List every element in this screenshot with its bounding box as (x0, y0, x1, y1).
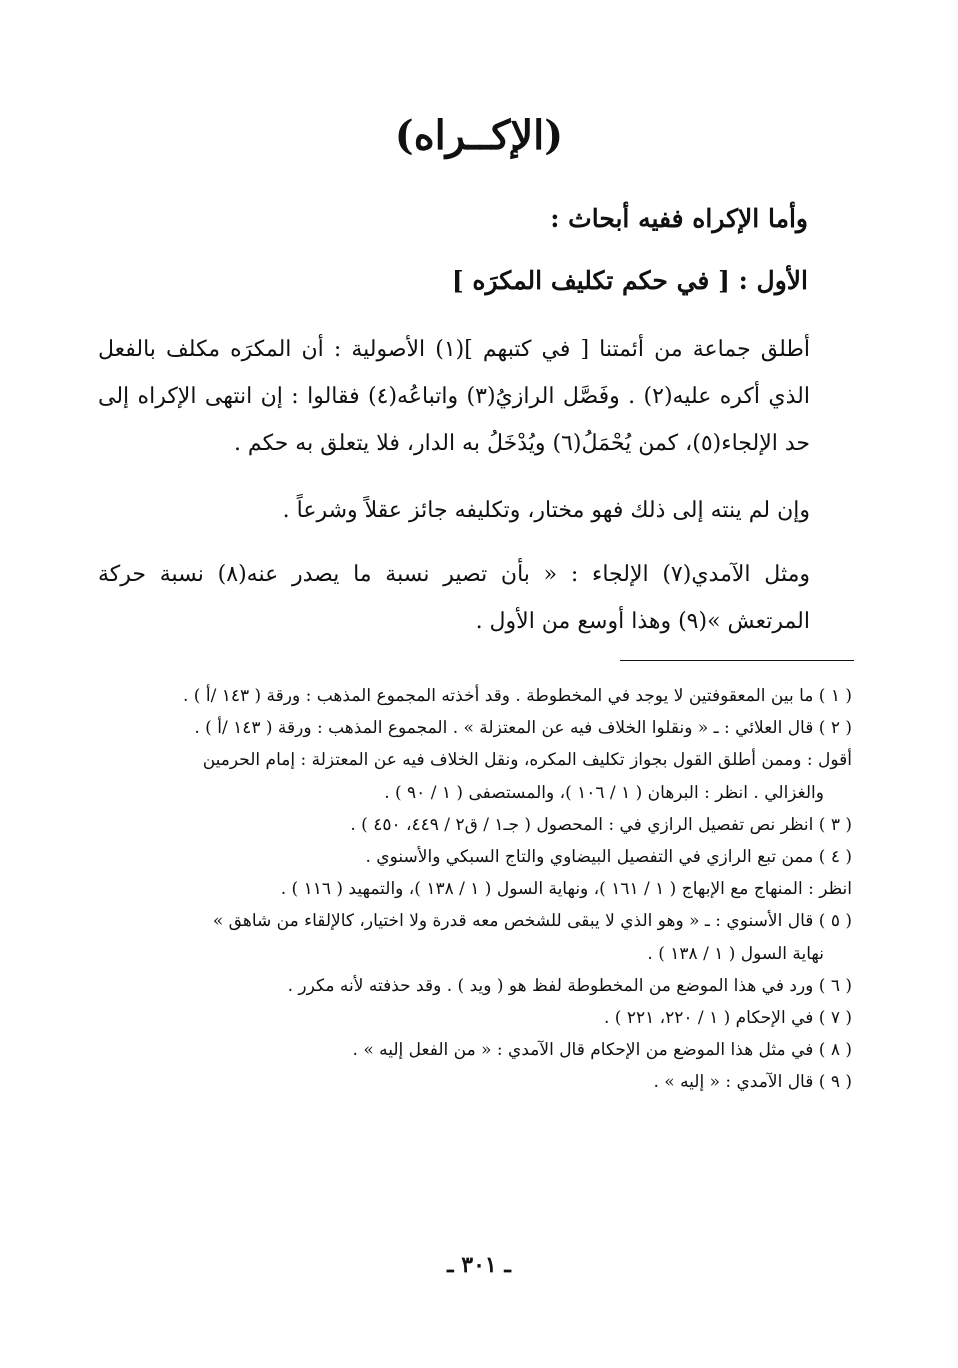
footnote-7: ( ٧ ) في الإحكام ( ١ / ٢٢٠، ٢٢١ ) . (603, 1008, 852, 1029)
paragraph-2 (98, 487, 810, 534)
page-number: ـ ٣٠١ ـ (447, 1252, 511, 1278)
footnote-4-cont: انظر : المنهاج مع الإبهاج ( ١ / ١٦١ )، ونهاية السول ( ١ / ١٣٨ )، والتمهيد ( ١١٦ ) . (280, 879, 852, 900)
footnote-2: ( ٢ ) قال العلائي : ـ « ونقلوا الخلاف فيه عن المعتزلة » . المجموع المذهب : ورقة ( ١٤٣ /أ ) . (194, 718, 852, 739)
footnote-5: ( ٥ ) قال الأسنوي : ـ « وهو الذي لا يبقى للشخص معه قدرة ولا اختيار، كالإلقاء من شاهق » (212, 911, 852, 932)
paragraph-3 (98, 551, 810, 645)
footnote-3: ( ٣ ) انظر نص تفصيل الرازي في : المحصول ( جـ١ / ق٢ / ٤٤٩، ٤٥٠ ) . (350, 814, 852, 835)
footnote-5-cont: نهاية السول ( ١ / ١٣٨ ) . (647, 943, 824, 964)
footnote-2-comment: أقول : وممن أطلق القول بجواز تكليف المكره، ونقل الخلاف فيه عن المعتزلة : إمام الحرمين (202, 750, 852, 771)
footnote-6: ( ٦ ) ورد في هذا الموضع من المخطوطة لفظ هو ( ويد ) . وقد حذفته لأنه مكرر . (287, 975, 852, 996)
paragraph-text: ومثل الآمدي(٧) الإلجاء : « بأن تصير نسبة ما يصدر عنه(٨) نسبة حركة المرتعش »(٩) وهذا أوسع من الأول . (98, 562, 810, 634)
footnote-4: ( ٤ ) ممن تبع الرازي في التفصيل البيضاوي والتاج السبكي والأسنوي . (365, 847, 852, 868)
paragraph-text: أطلق جماعة من أئمتنا [ في كتبهم ](١) الأصولية : أن المكرَه مكلف بالفعل الذي أكره عليه(٢) . وفَصَّل الرازيُ(٣) واتباعُه(٤) فقالوا : إن انتهى الإكراه إلى حد الإلجاء(٥)، كمن يُحْمَلُ(٦) ويُدْخَلُ به الدار، فلا يتعلق به حكم . (98, 337, 811, 456)
footnote-separator (620, 660, 854, 661)
footnote-1: ( ١ ) ما بين المعقوفتين لا يوجد في المخطوطة . وقد أخذته المجموع المذهب : ورقة ( ١٤٣ /أ ) . (183, 686, 852, 706)
footnote-2-comment-cont: والغزالي . انظر : البرهان ( ١ / ١٠٦ )، والمستصفى ( ١ / ٩٠ ) . (384, 782, 824, 803)
footnotes (92, 680, 852, 1099)
paragraph-text: وإن لم ينته إلى ذلك فهو مختار، وتكليفه جائز عقلاً وشرعاً . (282, 498, 810, 523)
paragraph-1 (98, 326, 810, 467)
subsection-heading: الأول : [ في حكم تكليف المكرَه ] (451, 266, 808, 295)
page-title: (الإكــراه) (394, 112, 564, 159)
section-heading: وأما الإكراه ففيه أبحاث : (550, 204, 808, 233)
footnote-8: ( ٨ ) في مثل هذا الموضع من الإحكام قال الآمدي : « من الفعل إليه » . (352, 1040, 852, 1061)
footnote-9: ( ٩ ) قال الآمدي : « إليه » . (653, 1072, 852, 1093)
